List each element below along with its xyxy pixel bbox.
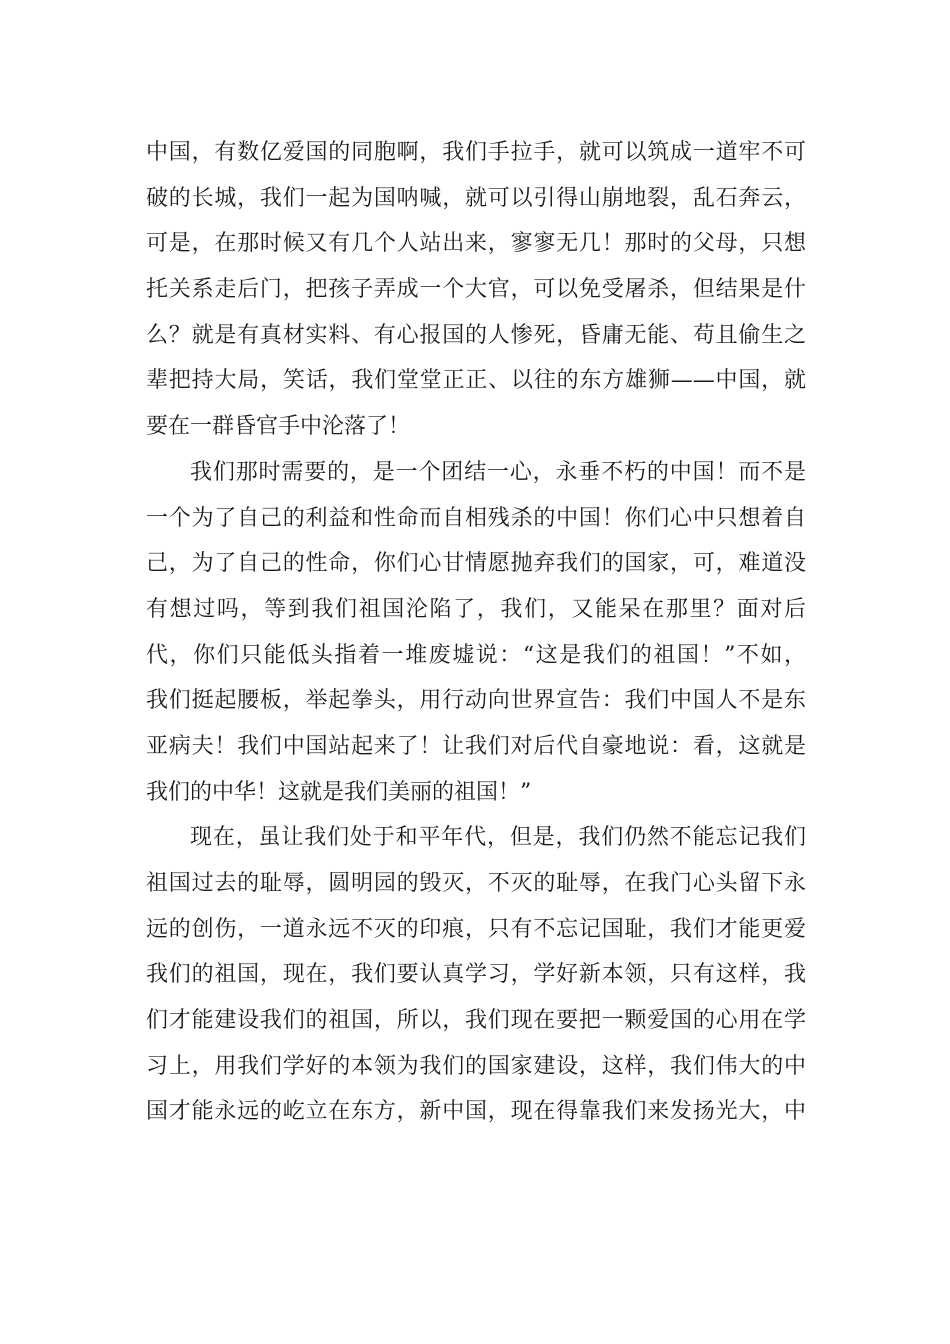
text-line: 我们挺起腰板，举起拳头，用行动向世界宣告：我们中国人不是东 <box>146 688 806 714</box>
text-line: 中国，有数亿爱国的同胞啊，我们手拉手，就可以筑成一道牢不可 <box>146 140 806 165</box>
text-line: 己，为了自己的性命，你们心甘情愿抛弃我们的国家，可，难道没 <box>146 551 806 577</box>
text-line: 亚病夫！我们中国站起来了！让我们对后代自豪地说：看，这就是 <box>146 733 806 759</box>
text-line: 我们的中华！这就是我们美丽的祖国！” <box>146 779 532 805</box>
text-line: 我们的祖国，现在，我们要认真学习，学好新本领，只有这样，我 <box>146 962 806 988</box>
text-line: 么？就是有真材实料、有心报国的人惨死，昏庸无能、苟且偷生之 <box>146 322 806 348</box>
body-text <box>146 130 806 1135</box>
text-line: 要在一群昏官手中沦落了！ <box>146 414 411 440</box>
text-line: 破的长城，我们一起为国呐喊，就可以引得山崩地裂，乱石奔云， <box>146 185 806 211</box>
text-line: 可是，在那时候又有几个人站出来，寥寥无几！那时的父母，只想 <box>146 231 806 257</box>
text-line: 一个为了自己的利益和性命而自相残杀的中国！你们心中只想着自 <box>146 505 806 531</box>
text-line: 祖国过去的耻辱，圆明园的毁灭，不灭的耻辱，在我门心头留下永 <box>146 871 806 896</box>
text-line: 托关系走后门，把孩子弄成一个大官，可以免受屠杀，但结果是什 <box>146 277 806 303</box>
text-line: 习上，用我们学好的本领为我们的国家建设，这样，我们伟大的中 <box>146 1053 806 1079</box>
text-line: 我们那时需要的，是一个团结一心，永垂不朽的中国！而不是 <box>190 459 806 485</box>
text-line: 代，你们只能低头指着一堆废墟说：“这是我们的祖国！”不如， <box>146 642 806 668</box>
text-line: 国才能永远的屹立在东方，新中国，现在得靠我们来发扬光大，中 <box>146 1099 806 1125</box>
text-line: 有想过吗，等到我们祖国沦陷了，我们，又能呆在那里？面对后 <box>146 596 806 622</box>
text-line: 辈把持大局，笑话，我们堂堂正正、以往的东方雄狮——中国，就 <box>146 368 806 394</box>
text-line: 们才能建设我们的祖国，所以，我们现在要把一颗爱国的心用在学 <box>146 1008 806 1034</box>
text-line: 远的创伤，一道永远不灭的印痕，只有不忘记国耻，我们才能更爱 <box>146 916 806 942</box>
text-line: 现在，虽让我们处于和平年代，但是，我们仍然不能忘记我们 <box>190 825 806 851</box>
